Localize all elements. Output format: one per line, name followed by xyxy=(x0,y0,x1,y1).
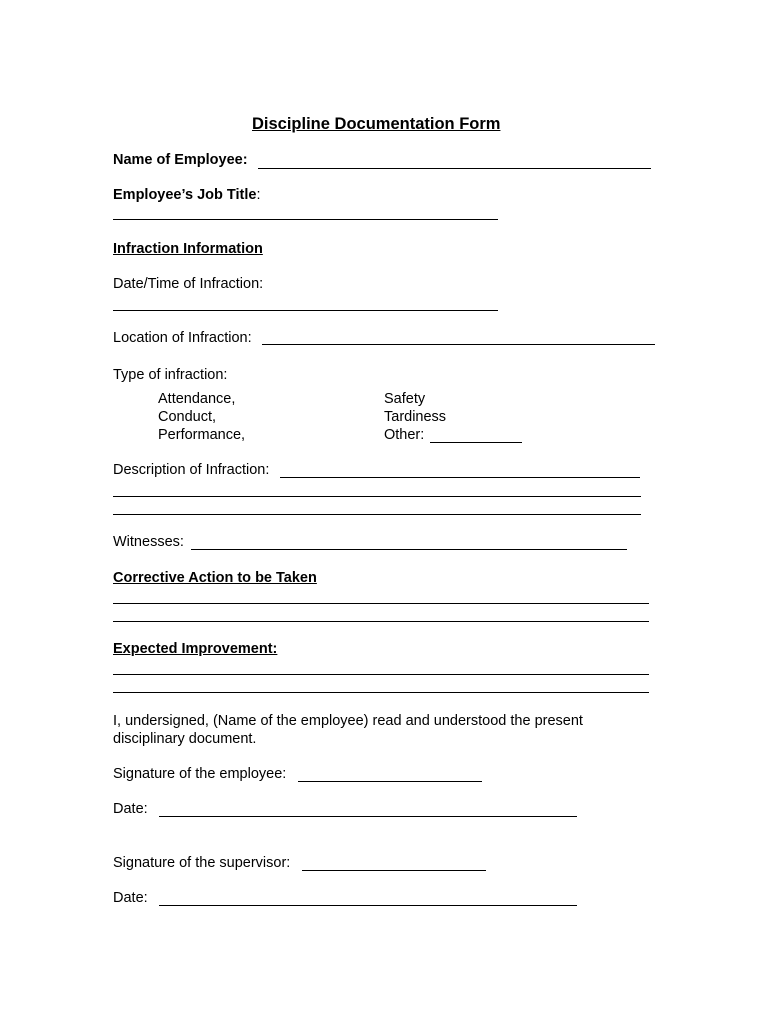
supervisor-date-label: Date: xyxy=(113,890,148,906)
type-option-other: Other: xyxy=(384,427,425,443)
job-title-label-group xyxy=(113,186,260,204)
job-title-colon: : xyxy=(256,187,261,203)
description-field-line-3[interactable] xyxy=(113,514,641,515)
supervisor-date-field[interactable] xyxy=(159,905,577,906)
job-title-label: Employee’s Job Title xyxy=(113,187,257,203)
corrective-action-line-1[interactable] xyxy=(113,603,649,604)
employee-name-field[interactable] xyxy=(258,168,651,169)
description-field-line-2[interactable] xyxy=(113,496,641,497)
corrective-action-line-2[interactable] xyxy=(113,621,649,622)
form-title: Discipline Documentation Form xyxy=(252,115,501,133)
type-option-attendance: Attendance, xyxy=(158,391,236,407)
infraction-heading: Infraction Information xyxy=(113,241,263,257)
job-title-field[interactable] xyxy=(113,219,498,220)
acknowledgement-line-2: disciplinary document. xyxy=(113,731,257,747)
other-type-field[interactable] xyxy=(430,442,522,443)
corrective-action-heading: Corrective Action to be Taken xyxy=(113,570,317,586)
expected-improvement-heading: Expected Improvement: xyxy=(113,641,278,657)
employee-name-label: Name of Employee: xyxy=(113,152,248,168)
type-option-tardiness: Tardiness xyxy=(384,409,447,425)
type-label: Type of infraction: xyxy=(113,367,228,383)
acknowledgement-line-1: I, undersigned, (Name of the employee) read and understood the present xyxy=(113,713,583,729)
expected-improvement-line-2[interactable] xyxy=(113,692,649,693)
supervisor-signature-label: Signature of the supervisor: xyxy=(113,855,291,871)
employee-signature-field[interactable] xyxy=(298,781,482,782)
location-label: Location of Infraction: xyxy=(113,330,252,346)
supervisor-signature-field[interactable] xyxy=(302,870,486,871)
location-field[interactable] xyxy=(262,344,655,345)
description-field-line-1[interactable] xyxy=(280,477,640,478)
expected-improvement-line-1[interactable] xyxy=(113,674,649,675)
employee-signature-label: Signature of the employee: xyxy=(113,766,287,782)
witnesses-field[interactable] xyxy=(191,549,627,550)
type-option-conduct: Conduct, xyxy=(158,409,217,425)
type-option-performance: Performance, xyxy=(158,427,246,443)
description-label: Description of Infraction: xyxy=(113,462,270,478)
employee-date-field[interactable] xyxy=(159,816,577,817)
datetime-field[interactable] xyxy=(113,310,498,311)
witnesses-label: Witnesses: xyxy=(113,534,184,550)
datetime-label: Date/Time of Infraction: xyxy=(113,276,264,292)
employee-date-label: Date: xyxy=(113,801,148,817)
type-option-safety: Safety xyxy=(384,391,426,407)
